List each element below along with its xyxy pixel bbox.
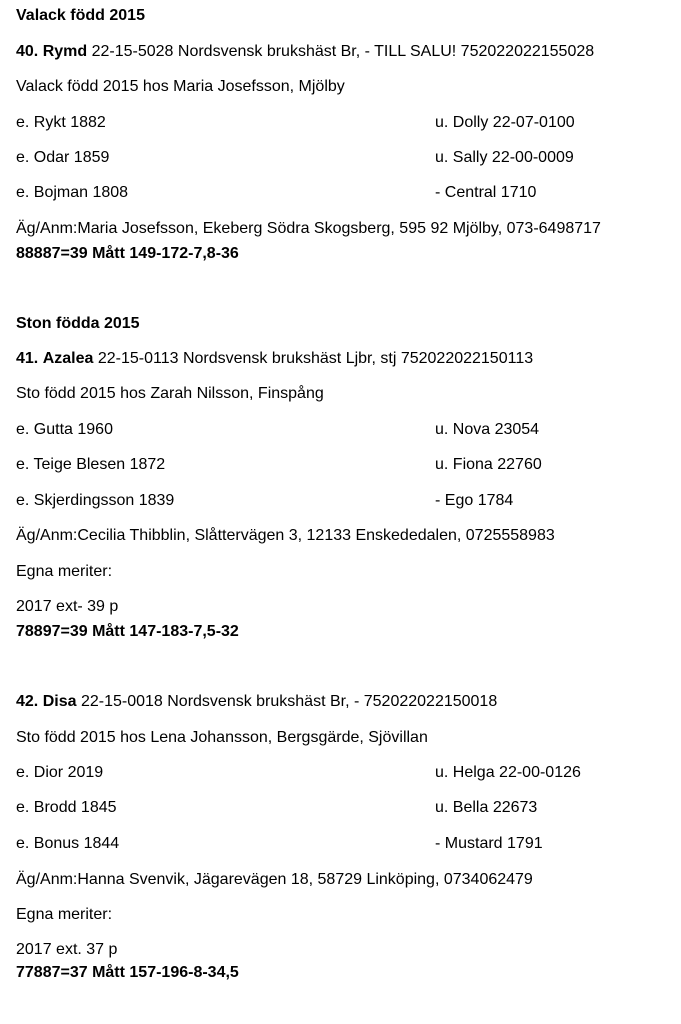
pedigree-left: e. Skjerdingsson 1839	[16, 492, 175, 509]
pedigree-right: u. Nova 23054	[435, 421, 540, 438]
horse-name: Rymd	[42, 43, 88, 60]
entry-title-40	[16, 42, 594, 62]
score-measurements: 78897=39 Mått 147-183-7,5-32	[16, 623, 239, 640]
merits-value: 2017 ext. 37 p	[16, 941, 118, 958]
registration-info: 22-15-5028 Nordsvensk brukshäst Br, - TILL SALU! 752022022155028	[87, 43, 595, 60]
pedigree-left: e. Gutta 1960	[16, 421, 113, 438]
merits-value: 2017 ext- 39 p	[16, 598, 119, 615]
score-measurements: 77887=37 Mått 157-196-8-34,5	[16, 964, 239, 981]
pedigree-left: e. Brodd 1845	[16, 799, 117, 816]
registration-info: 22-15-0018 Nordsvensk brukshäst Br, - 752022022150018	[76, 693, 498, 710]
horse-name: Disa	[42, 693, 77, 710]
pedigree-right: u. Sally 22-00-0009	[435, 149, 574, 166]
pedigree-right: - Mustard 1791	[435, 835, 543, 852]
horse-name: Azalea	[42, 350, 94, 367]
entry-title-41	[16, 349, 533, 369]
merits-label: Egna meriter:	[16, 906, 113, 923]
pedigree-right: u. Dolly 22-07-0100	[435, 114, 575, 131]
birth-info: Sto född 2015 hos Zarah Nilsson, Finspång	[16, 385, 324, 402]
entry-number: 40.	[16, 43, 39, 60]
pedigree-right: - Central 1710	[435, 184, 537, 201]
owner-info: Äg/Anm:Cecilia Thibblin, Slåttervägen 3, 12133 Enskededalen, 0725558983	[16, 527, 555, 544]
pedigree-left: e. Rykt 1882	[16, 114, 106, 131]
pedigree-left: e. Bonus 1844	[16, 835, 120, 852]
registration-info: 22-15-0113 Nordsvensk brukshäst Ljbr, stj 752022022150113	[93, 350, 534, 367]
entry-title-42	[16, 692, 497, 712]
entry-number: 41.	[16, 350, 39, 367]
section-heading-valack: Valack född 2015	[16, 7, 145, 24]
pedigree-right: - Ego 1784	[435, 492, 514, 509]
owner-info: Äg/Anm:Hanna Svenvik, Jägarevägen 18, 58729 Linköping, 0734062479	[16, 871, 533, 888]
pedigree-right: u. Fiona 22760	[435, 456, 542, 473]
pedigree-left: e. Bojman 1808	[16, 184, 129, 201]
score-measurements: 88887=39 Mått 149-172-7,8-36	[16, 245, 239, 262]
pedigree-left: e. Dior 2019	[16, 764, 104, 781]
owner-info: Äg/Anm:Maria Josefsson, Ekeberg Södra Skogsberg, 595 92 Mjölby, 073-6498717	[16, 220, 601, 237]
birth-info: Sto född 2015 hos Lena Johansson, Bergsgärde, Sjövillan	[16, 729, 428, 746]
pedigree-right: u. Helga 22-00-0126	[435, 764, 581, 781]
pedigree-left: e. Odar 1859	[16, 149, 110, 166]
pedigree-left: e. Teige Blesen 1872	[16, 456, 166, 473]
section-heading-ston: Ston födda 2015	[16, 315, 140, 332]
birth-info: Valack född 2015 hos Maria Josefsson, Mjölby	[16, 78, 345, 95]
pedigree-right: u. Bella 22673	[435, 799, 538, 816]
merits-label: Egna meriter:	[16, 563, 113, 580]
entry-number: 42.	[16, 693, 39, 710]
